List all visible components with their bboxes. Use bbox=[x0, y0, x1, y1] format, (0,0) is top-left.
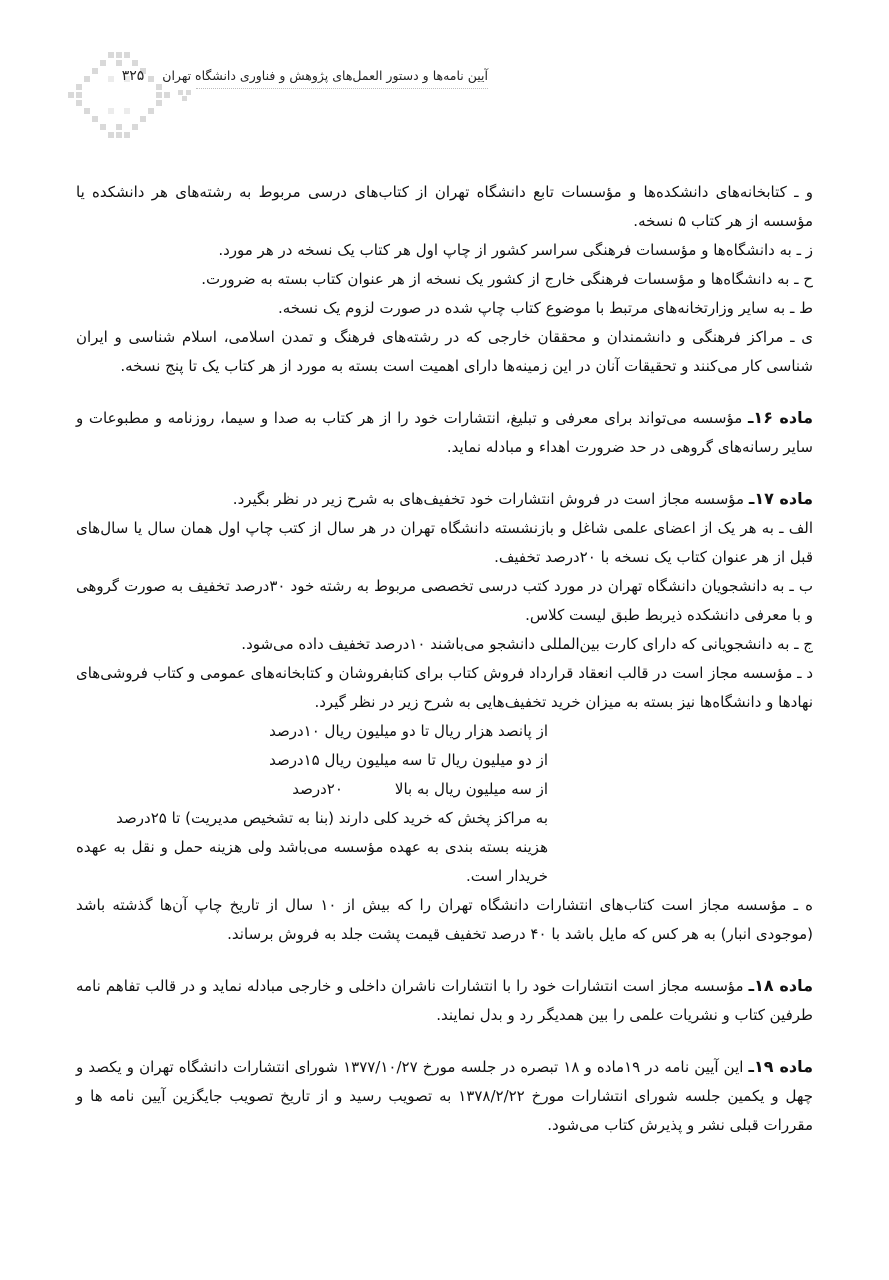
list-item: ی ـ مراکز فرهنگی و دانشمندان و محققان خارجی که در رشته‌های فرهنگ و تمدن اسلامی، اسلام شناسی و ایران شناسی کار می‌کنند و تحقیقات آنان در این زمینه‌ها دارای اهمیت است بسته به مورد از هر کتاب یک تا پنج نسخه. bbox=[76, 328, 813, 375]
list-item: ط ـ به سایر وزارتخانه‌های مرتبط با موضوع کتاب چاپ شده در صورت لزوم یک نسخه. bbox=[278, 299, 813, 317]
page-number: ۳۲۵ bbox=[121, 68, 145, 84]
running-title: آیین نامه‌ها و دستور العمل‌های پژوهش و فناوری دانشگاه تهران bbox=[162, 68, 488, 83]
ornament-icon bbox=[68, 52, 198, 138]
tier-label: از سه میلیون ریال به بالا bbox=[394, 780, 548, 798]
list-item: الف ـ به هر یک از اعضای علمی شاغل و بازنشسته دانشگاه تهران در هر سال از کتب چاپ اول همان سال یا سال‌های قبل از هر عنوان کتاب یک نسخه با ۲۰درصد تخفیف. bbox=[76, 519, 813, 566]
article-text: مؤسسه مجاز است انتشارات خود را با انتشارات ناشران داخلی و خارجی مبادله نماید و در قالب تفاهم نامه طرفین کتاب و نشریات علمی را بین همدیگر رد و بدل نمایند. bbox=[76, 977, 813, 1024]
list-item: د ـ مؤسسه مجاز است در قالب انعقاد قرارداد فروش کتاب برای کتابفروشان و کتابخانه‌های عمومی و کتاب فروشی‌های نهادها و دانشگاه‌ها نیز بسته به میزان خرید تخفیف‌هایی به شرح زیر در نظر گیرد. bbox=[76, 664, 813, 711]
article-text: این آیین نامه در ۱۹ماده و ۱۸ تبصره در جلسه مورخ ۱۳۷۷/۱۰/۲۷ شورای انتشارات دانشگاه تهران و یکصد و چهل و یکمین جلسه شورای انتشارات مورخ ۱۳۷۸/۲/۲۲ به تصویب رسید و از تاریخ تصویب جایگزین آیین نامه ها و مقررات قبلی نشر و پذیرش کتاب می‌شود. bbox=[76, 1058, 814, 1134]
list-item: و ـ کتابخانه‌های دانشکده‌ها و مؤسسات تابع دانشگاه تهران از کتاب‌های درسی مربوط به رشته‌های هر دانشکده یا مؤسسه از هر کتاب ۵ نسخه. bbox=[76, 183, 813, 230]
list-item: ب ـ به دانشجویان دانشگاه تهران در مورد کتب درسی تخصصی مربوط به رشته خود ۳۰درصد تخفیف به صورت گروهی و با معرفی دانشکده ذیربط طبق لیست کلاس. bbox=[76, 577, 813, 624]
tier-value: ۲۰درصد bbox=[292, 780, 343, 798]
tier-item: از دو میلیون ریال تا سه میلیون ریال ۱۵درصد bbox=[269, 751, 548, 769]
document-body bbox=[76, 178, 813, 1140]
article-18 bbox=[76, 971, 813, 1030]
article-heading: ماده ۱۸ـ bbox=[748, 976, 813, 995]
article-16 bbox=[76, 403, 813, 462]
libraries-list bbox=[76, 178, 813, 381]
article-heading: ماده ۱۶ـ bbox=[747, 408, 814, 427]
page-header bbox=[68, 52, 488, 112]
tier-item bbox=[76, 775, 813, 804]
article-heading: ماده ۱۹ـ bbox=[748, 1057, 814, 1076]
article-text: مؤسسه مجاز است در فروش انتشارات خود تخفیف‌های به شرح زیر در نظر بگیرد. bbox=[232, 490, 749, 508]
tier-item: از پانصد هزار ریال تا دو میلیون ریال ۱۰درصد bbox=[269, 722, 548, 740]
list-item: ج ـ به دانشجویانی که دارای کارت بین‌المللی دانشجو می‌باشند ۱۰درصد تخفیف داده می‌شود. bbox=[241, 635, 813, 653]
article-19 bbox=[76, 1052, 813, 1140]
tier-item: به مراکز پخش که خرید کلی دارند (بنا به تشخیص مدیریت) تا ۲۵درصد bbox=[116, 809, 548, 827]
list-item: ه ـ مؤسسه مجاز است کتاب‌های انتشارات دانشگاه تهران را که بیش از ۱۰ سال از تاریخ چاپ آن‌ها گذشته باشد (موجودی انبار) به هر کس که مایل باشد با ۴۰ درصد تخفیف قیمت پشت جلد به فروش برساند. bbox=[76, 896, 814, 943]
article-17 bbox=[76, 484, 813, 949]
list-item: ز ـ به دانشگاه‌ها و مؤسسات فرهنگی سراسر کشور از چاپ اول هر کتاب یک نسخه در هر مورد. bbox=[218, 241, 813, 259]
article-text: مؤسسه می‌تواند برای معرفی و تبلیغ، انتشارات خود را از هر کتاب به صدا و سیما، روزنامه و مطبوعات و سایر رسانه‌های گروهی در حد ضرورت اهداء و مبادله نماید. bbox=[76, 409, 813, 456]
article-heading: ماده ۱۷ـ bbox=[748, 489, 813, 508]
header-divider bbox=[196, 88, 488, 89]
packaging-note: هزینه بسته بندی به عهده مؤسسه می‌باشد ولی هزینه حمل و نقل به عهده خریدار است. bbox=[76, 838, 548, 885]
discount-tiers bbox=[76, 717, 813, 891]
list-item: ح ـ به دانشگاه‌ها و مؤسسات فرهنگی خارج از کشور یک نسخه از هر عنوان کتاب بسته به ضرورت. bbox=[201, 270, 813, 288]
